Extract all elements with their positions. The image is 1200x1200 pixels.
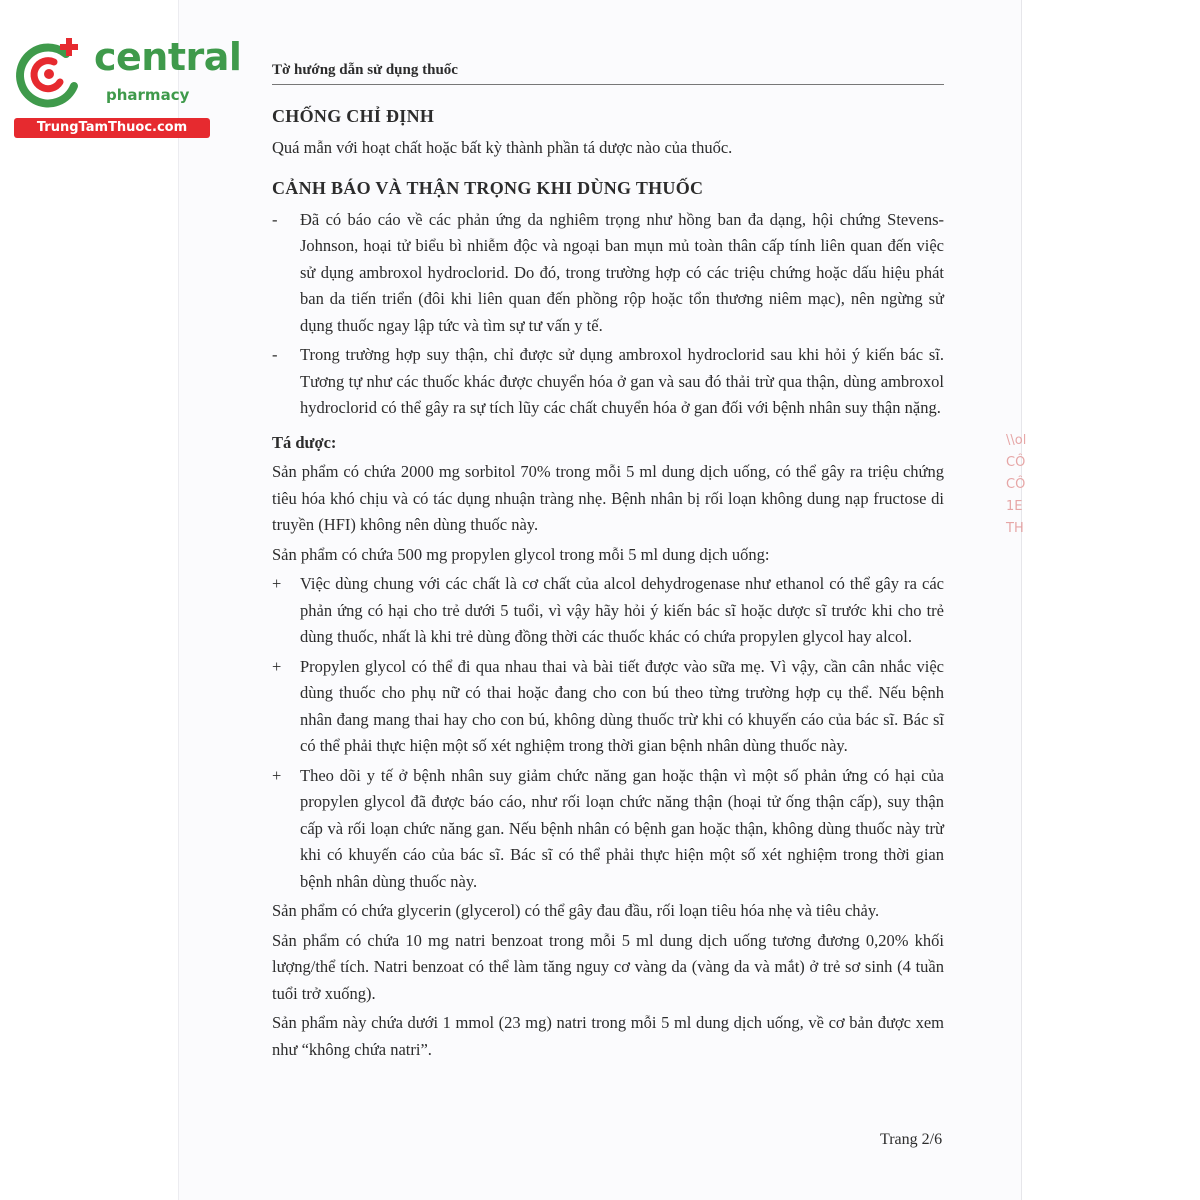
glycerin-text: Sản phẩm có chứa glycerin (glycerol) có thể gây đau đầu, rối loạn tiêu hóa nhẹ và tiêu chảy.: [272, 901, 880, 920]
propylene-item-text: Propylen glycol có thể đi qua nhau thai và bài tiết được vào sữa mẹ. Vì vậy, cần cân nhắc việc dùng thuốc cho phụ nữ có thai hoặc đang cho con bú theo từng trường hợp cụ thể. Nếu bệnh nhân đang mang thai hay cho con bú, không dùng thuốc trừ khi có khuyến cáo của bác sĩ. Bác sĩ có thể phải thực hiện một số xét nghiệm trong thời gian bệnh nhân dùng thuốc này.: [300, 656, 944, 755]
brand-subtitle: pharmacy: [106, 86, 190, 104]
propylene-item: [272, 654, 944, 760]
stamp-text: 1E: [1006, 499, 1023, 514]
sodium-text: Sản phẩm này chứa dưới 1 mmol (23 mg) natri trong mỗi 5 ml dung dịch uống, về cơ bản được xem như “không chứa natri”.: [272, 1013, 944, 1059]
brand-name: central: [94, 35, 242, 79]
dash-bullet: -: [272, 345, 278, 364]
document-body: [272, 104, 944, 1066]
propylene-intro: Sản phẩm có chứa 500 mg propylen glycol trong mỗi 5 ml dung dịch uống:: [272, 544, 770, 564]
central-pharmacy-logo: [10, 35, 242, 140]
margin-stamp: [1006, 430, 1026, 540]
propylene-item-text: Việc dùng chung với các chất là cơ chất của alcol dehydrogenase như ethanol có thể gây ra các phản ứng có hại cho trẻ dưới 5 tuổi, vì vậy hãy hỏi ý kiến bác sĩ hoặc dược sĩ trước khi cho trẻ dùng thuốc, nhất là khi trẻ dùng đồng thời các thuốc khác có chứa propylen glycol hay alcol.: [300, 574, 944, 646]
propylene-item-text: Theo dõi y tế ở bệnh nhân suy giảm chức năng gan hoặc thận vì một số phản ứng có hại của propylen glycol đã được báo cáo, như rối loạn chức năng thận (hoại tử ống thận cấp), suy thận cấp và rối loạn chức năng gan. Nếu bệnh nhân có bệnh gan hoặc thận, không dùng thuốc này trừ khi có khuyến cáo của bác sĩ. Bác sĩ có thể phải thực hiện một số xét nghiệm trong thời gian bệnh nhân dùng thuốc này.: [300, 765, 944, 891]
warning-item: [272, 207, 944, 340]
dash-bullet: -: [272, 209, 278, 229]
stamp-text: CÔ: [1006, 455, 1026, 470]
contraindications-text: Quá mẫn với hoạt chất hoặc bất kỳ thành phần tá dược nào của thuốc.: [272, 138, 733, 157]
stamp-text: TH: [1006, 521, 1024, 536]
benzoate-text: Sản phẩm có chứa 10 mg natri benzoat trong mỗi 5 ml dung dịch uống tương đương 0,20% khối lượng/thể tích. Natri benzoat có thể làm tăng nguy cơ vàng da (vàng da và mắt) ở trẻ sơ sinh (4 tuần tuổi trở xuống).: [272, 930, 944, 1003]
warning-item: [272, 342, 944, 422]
sorbitol-text: Sản phẩm có chứa 2000 mg sorbitol 70% trong mỗi 5 ml dung dịch uống, có thể gây ra triệu chứng tiêu hóa khó chịu và có tác dụng nhuận tràng nhẹ. Bệnh nhân bị rối loạn không dung nạp fructose di truyền (HFI) không nên dùng thuốc này.: [272, 462, 944, 534]
brand-url: TrungTamThuoc.com: [14, 118, 210, 138]
propylene-item: [272, 763, 944, 896]
plus-bullet: +: [272, 574, 282, 593]
plus-bullet: +: [272, 765, 282, 785]
warning-item-text: Trong trường hợp suy thận, chỉ được sử dụng ambroxol hydroclorid sau khi hỏi ý kiến bác sĩ. Tương tự như các thuốc khác được chuyển hóa ở gan và sau đó thải trừ qua thận, dùng ambroxol hydroclorid có thể gây ra sự tích lũy các chất chuyển hóa ở gan đối với bệnh nhân suy thận nặng.: [300, 345, 944, 417]
propylene-item: [272, 571, 944, 651]
excipients-label: Tá dược:: [272, 432, 337, 452]
document-header: Tờ hướng dẫn sử dụng thuốc: [272, 62, 944, 85]
page-number: Trang 2/6: [880, 1131, 943, 1148]
stamp-text: \\ol: [1006, 433, 1027, 448]
stamp-text: CÔ: [1006, 477, 1026, 492]
warnings-heading: CẢNH BÁO VÀ THẬN TRỌNG KHI DÙNG THUỐC: [272, 177, 704, 198]
plus-bullet: +: [272, 656, 282, 676]
contraindications-heading: CHỐNG CHỈ ĐỊNH: [272, 106, 435, 126]
warning-item-text: Đã có báo cáo về các phản ứng da nghiêm trọng như hồng ban đa dạng, hội chứng Stevens-Johnson, hoại tử biểu bì nhiễm độc và ngoại ban mụn mủ toàn thân cấp tính liên quan đến việc sử dụng ambroxol hydroclorid. Do đó, trong trường hợp có các triệu chứng hoặc dấu hiệu phát ban da tiến triển (đôi khi liên quan đến phồng rộp hoặc tổn thương niêm mạc), nên ngừng sử dụng thuốc ngay lập tức và tìm sự tư vấn y tế.: [300, 209, 944, 335]
pharmacy-logo-icon: [10, 36, 88, 114]
